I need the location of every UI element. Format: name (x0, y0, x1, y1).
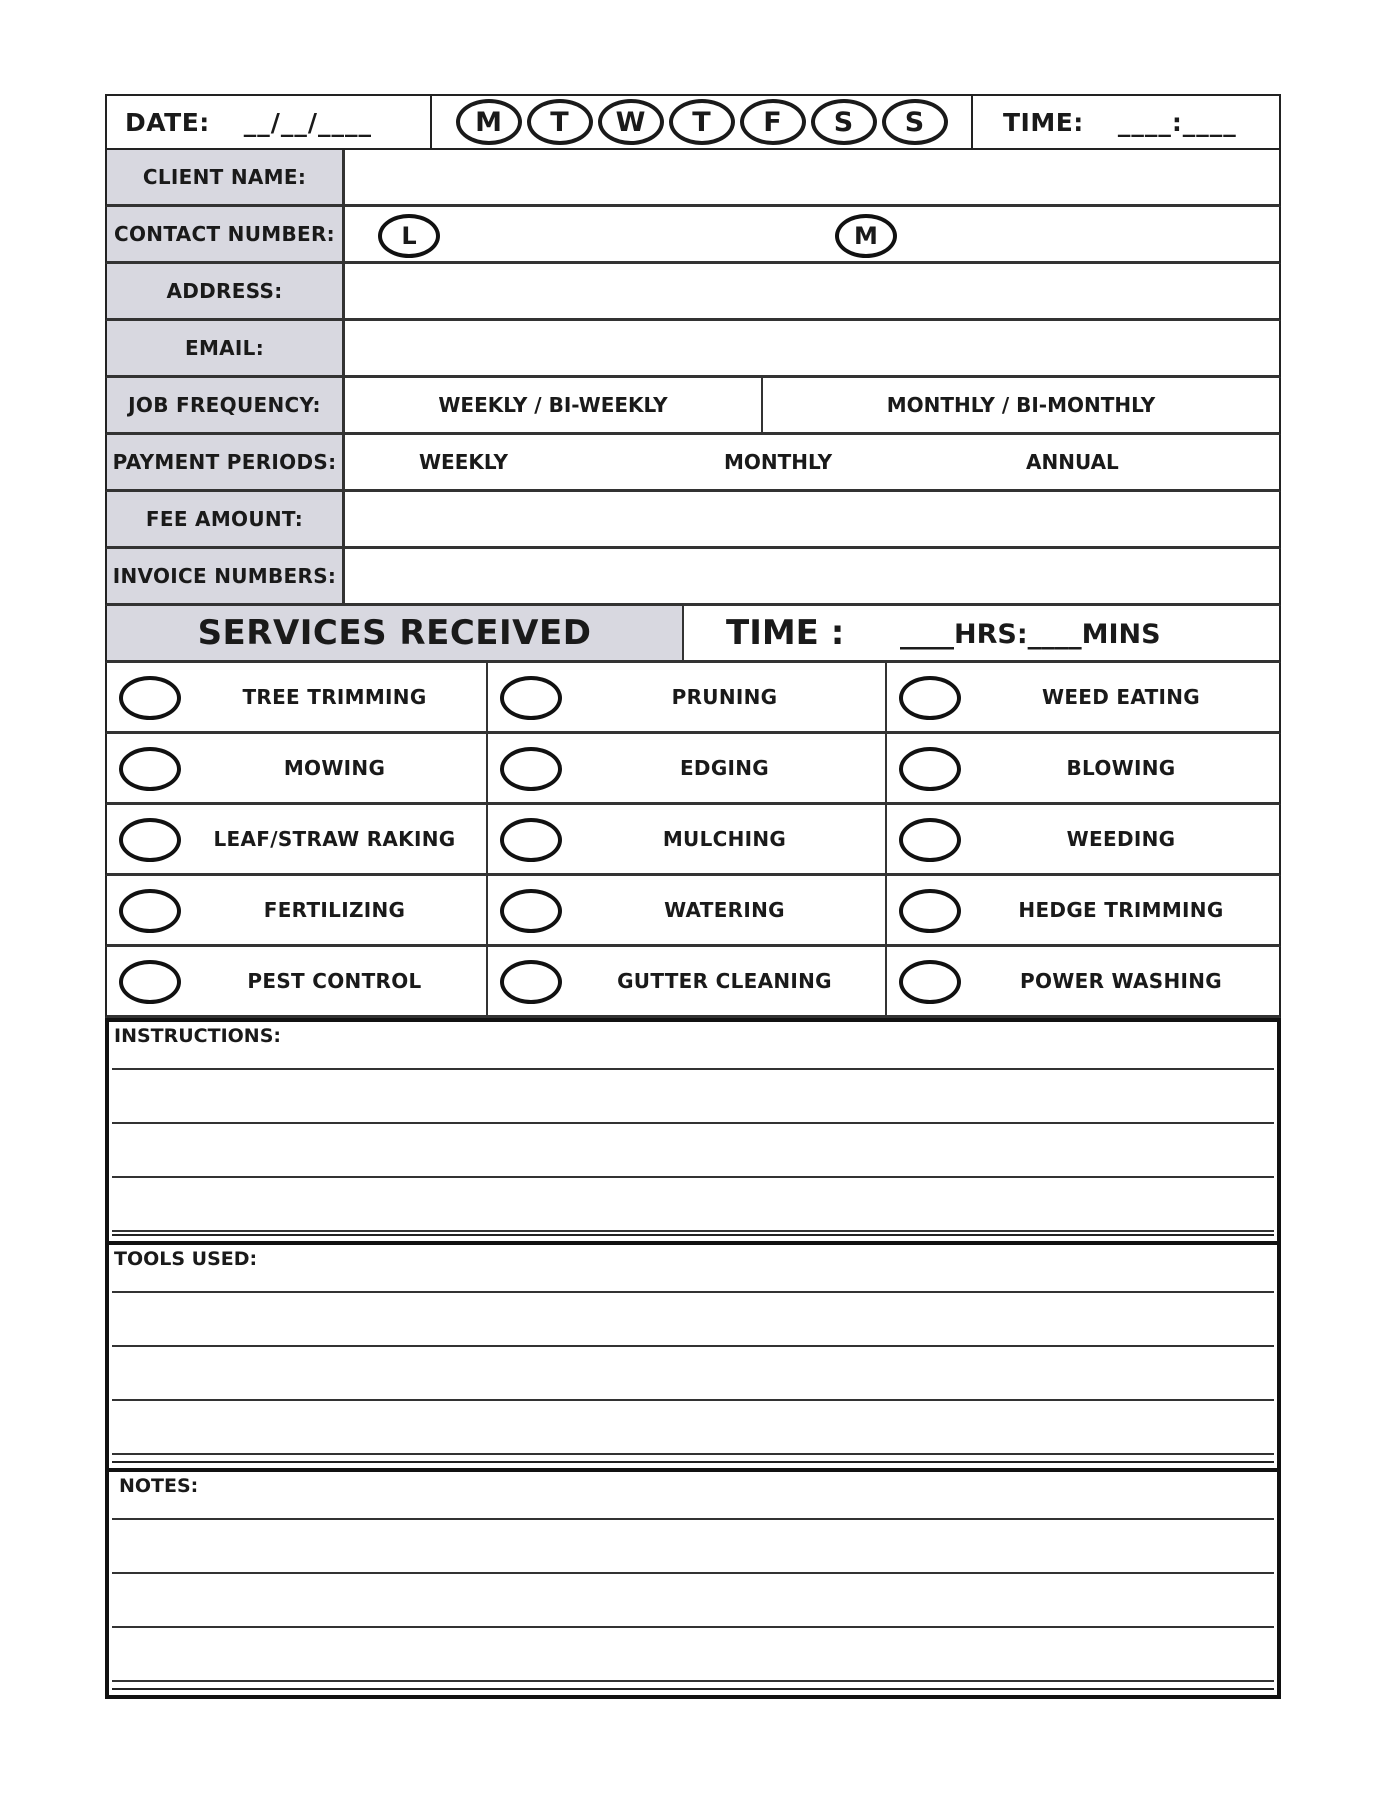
invoice-numbers-row (105, 549, 1281, 606)
service-label: PEST CONTROL (247, 969, 422, 993)
service-label: POWER WASHING (1019, 969, 1223, 993)
client-name-row (105, 150, 1281, 207)
checkbox-oval[interactable] (500, 676, 562, 720)
service-power-washing[interactable] (887, 947, 1279, 1015)
day-circle-tuesday[interactable]: T (527, 99, 593, 145)
mobile-circle[interactable]: M (835, 214, 897, 258)
service-label: BLOWING (1066, 756, 1176, 780)
service-mulching[interactable] (488, 805, 887, 873)
services-time-cell[interactable] (684, 606, 1279, 660)
checkbox-oval[interactable] (899, 960, 961, 1004)
tools-used-area (112, 1245, 1274, 1463)
checkbox-oval[interactable] (500, 818, 562, 862)
writing-line (112, 1626, 1274, 1628)
instructions-area (112, 1022, 1274, 1236)
frequency-option-weekly[interactable]: WEEKLY / BI-WEEKLY (345, 378, 763, 432)
instructions-label: INSTRUCTIONS: (114, 1025, 281, 1047)
fee-amount-label: FEE AMOUNT: (107, 492, 345, 546)
invoice-numbers-label: INVOICE NUMBERS: (107, 549, 345, 603)
writing-line (112, 1122, 1274, 1124)
address-row (105, 264, 1281, 321)
client-name-label: CLIENT NAME: (107, 150, 345, 204)
payment-periods-row (105, 435, 1281, 492)
service-blowing[interactable] (887, 734, 1279, 802)
payment-periods-label: PAYMENT PERIODS: (107, 435, 345, 489)
services-row (105, 805, 1281, 876)
service-edging[interactable] (488, 734, 887, 802)
payment-option-annual[interactable]: ANNUAL (1026, 450, 1119, 474)
checkbox-oval[interactable] (899, 747, 961, 791)
job-frequency-label: JOB FREQUENCY: (107, 378, 345, 432)
service-label: FERTILIZING (263, 898, 406, 922)
header-row (105, 94, 1281, 150)
time-cell[interactable] (973, 96, 1279, 148)
fee-amount-row (105, 492, 1281, 549)
payment-option-weekly[interactable]: WEEKLY (419, 450, 508, 474)
service-weeding[interactable] (887, 805, 1279, 873)
address-label: ADDRESS: (107, 264, 345, 318)
checkbox-oval[interactable] (119, 747, 181, 791)
service-label: GUTTER CLEANING (617, 969, 832, 993)
day-circle-sunday[interactable]: S (882, 99, 948, 145)
tools-used-box[interactable] (105, 1245, 1281, 1472)
email-label: EMAIL: (107, 321, 345, 375)
services-row (105, 876, 1281, 947)
day-circle-saturday[interactable]: S (811, 99, 877, 145)
day-circle-monday[interactable]: M (456, 99, 522, 145)
writing-line (112, 1230, 1274, 1232)
service-leaf-straw-raking[interactable] (107, 805, 488, 873)
tools-used-label: TOOLS USED: (114, 1248, 258, 1270)
day-circle-wednesday[interactable]: W (598, 99, 664, 145)
services-time-label: TIME : (726, 613, 845, 653)
invoice-numbers-field[interactable] (345, 549, 1279, 603)
payment-option-monthly[interactable]: MONTHLY (724, 450, 833, 474)
email-row (105, 321, 1281, 378)
date-blank: __/__/____ (243, 107, 373, 137)
checkbox-oval[interactable] (119, 960, 181, 1004)
writing-line (112, 1453, 1274, 1455)
writing-line (112, 1068, 1274, 1070)
service-label: LEAF/STRAW RAKING (213, 827, 456, 851)
checkbox-oval[interactable] (500, 889, 562, 933)
checkbox-oval[interactable] (119, 889, 181, 933)
date-cell[interactable] (107, 96, 432, 148)
weekday-selector (432, 96, 973, 148)
services-time-blank: ____HRS:____MINS (900, 619, 1161, 650)
frequency-option-monthly[interactable]: MONTHLY / BI-MONTHLY (886, 393, 1156, 417)
service-hedge-trimming[interactable] (887, 876, 1279, 944)
writing-line (112, 1399, 1274, 1401)
service-watering[interactable] (488, 876, 887, 944)
services-title: SERVICES RECEIVED (107, 606, 684, 660)
landline-circle[interactable]: L (378, 214, 440, 258)
job-frequency-row (105, 378, 1281, 435)
service-mowing[interactable] (107, 734, 488, 802)
notes-box[interactable] (105, 1472, 1281, 1699)
service-label: HEDGE TRIMMING (1018, 898, 1224, 922)
writing-line (112, 1518, 1274, 1520)
checkbox-oval[interactable] (899, 818, 961, 862)
service-gutter-cleaning[interactable] (488, 947, 887, 1015)
service-pruning[interactable] (488, 663, 887, 731)
service-label: WEEDING (1066, 827, 1176, 851)
services-header (105, 606, 1281, 663)
writing-line (112, 1572, 1274, 1574)
fee-amount-field[interactable] (345, 492, 1279, 546)
writing-line (112, 1680, 1274, 1682)
service-weed-eating[interactable] (887, 663, 1279, 731)
day-circle-friday[interactable]: F (740, 99, 806, 145)
service-label: MULCHING (662, 827, 787, 851)
address-field[interactable] (345, 264, 1279, 318)
services-row (105, 663, 1281, 734)
service-label: PRUNING (671, 685, 778, 709)
service-tree-trimming[interactable] (107, 663, 488, 731)
time-label: TIME: (1003, 107, 1084, 137)
day-circle-thursday[interactable]: T (669, 99, 735, 145)
writing-line (112, 1176, 1274, 1178)
checkbox-oval[interactable] (119, 818, 181, 862)
service-fertilizing[interactable] (107, 876, 488, 944)
notes-area (112, 1472, 1274, 1690)
service-label: TREE TRIMMING (242, 685, 427, 709)
service-label: WATERING (664, 898, 785, 922)
service-label: EDGING (679, 756, 770, 780)
writing-line (112, 1291, 1274, 1293)
contact-number-label: CONTACT NUMBER: (107, 207, 345, 261)
contact-number-row (105, 207, 1281, 264)
email-field[interactable] (345, 321, 1279, 375)
service-label: MOWING (283, 756, 386, 780)
services-row (105, 947, 1281, 1018)
time-blank: ____:____ (1117, 107, 1237, 137)
client-name-field[interactable] (345, 150, 1279, 204)
instructions-box[interactable] (105, 1018, 1281, 1245)
service-pest-control[interactable] (107, 947, 488, 1015)
checkbox-oval[interactable] (500, 960, 562, 1004)
date-label: DATE: (125, 107, 210, 137)
contact-number-field[interactable] (345, 207, 1279, 261)
checkbox-oval[interactable] (119, 676, 181, 720)
notes-label: NOTES: (119, 1475, 199, 1497)
job-sheet (105, 94, 1281, 1699)
services-row (105, 734, 1281, 805)
checkbox-oval[interactable] (899, 889, 961, 933)
checkbox-oval[interactable] (899, 676, 961, 720)
service-label: WEED EATING (1041, 685, 1201, 709)
checkbox-oval[interactable] (500, 747, 562, 791)
writing-line (112, 1345, 1274, 1347)
